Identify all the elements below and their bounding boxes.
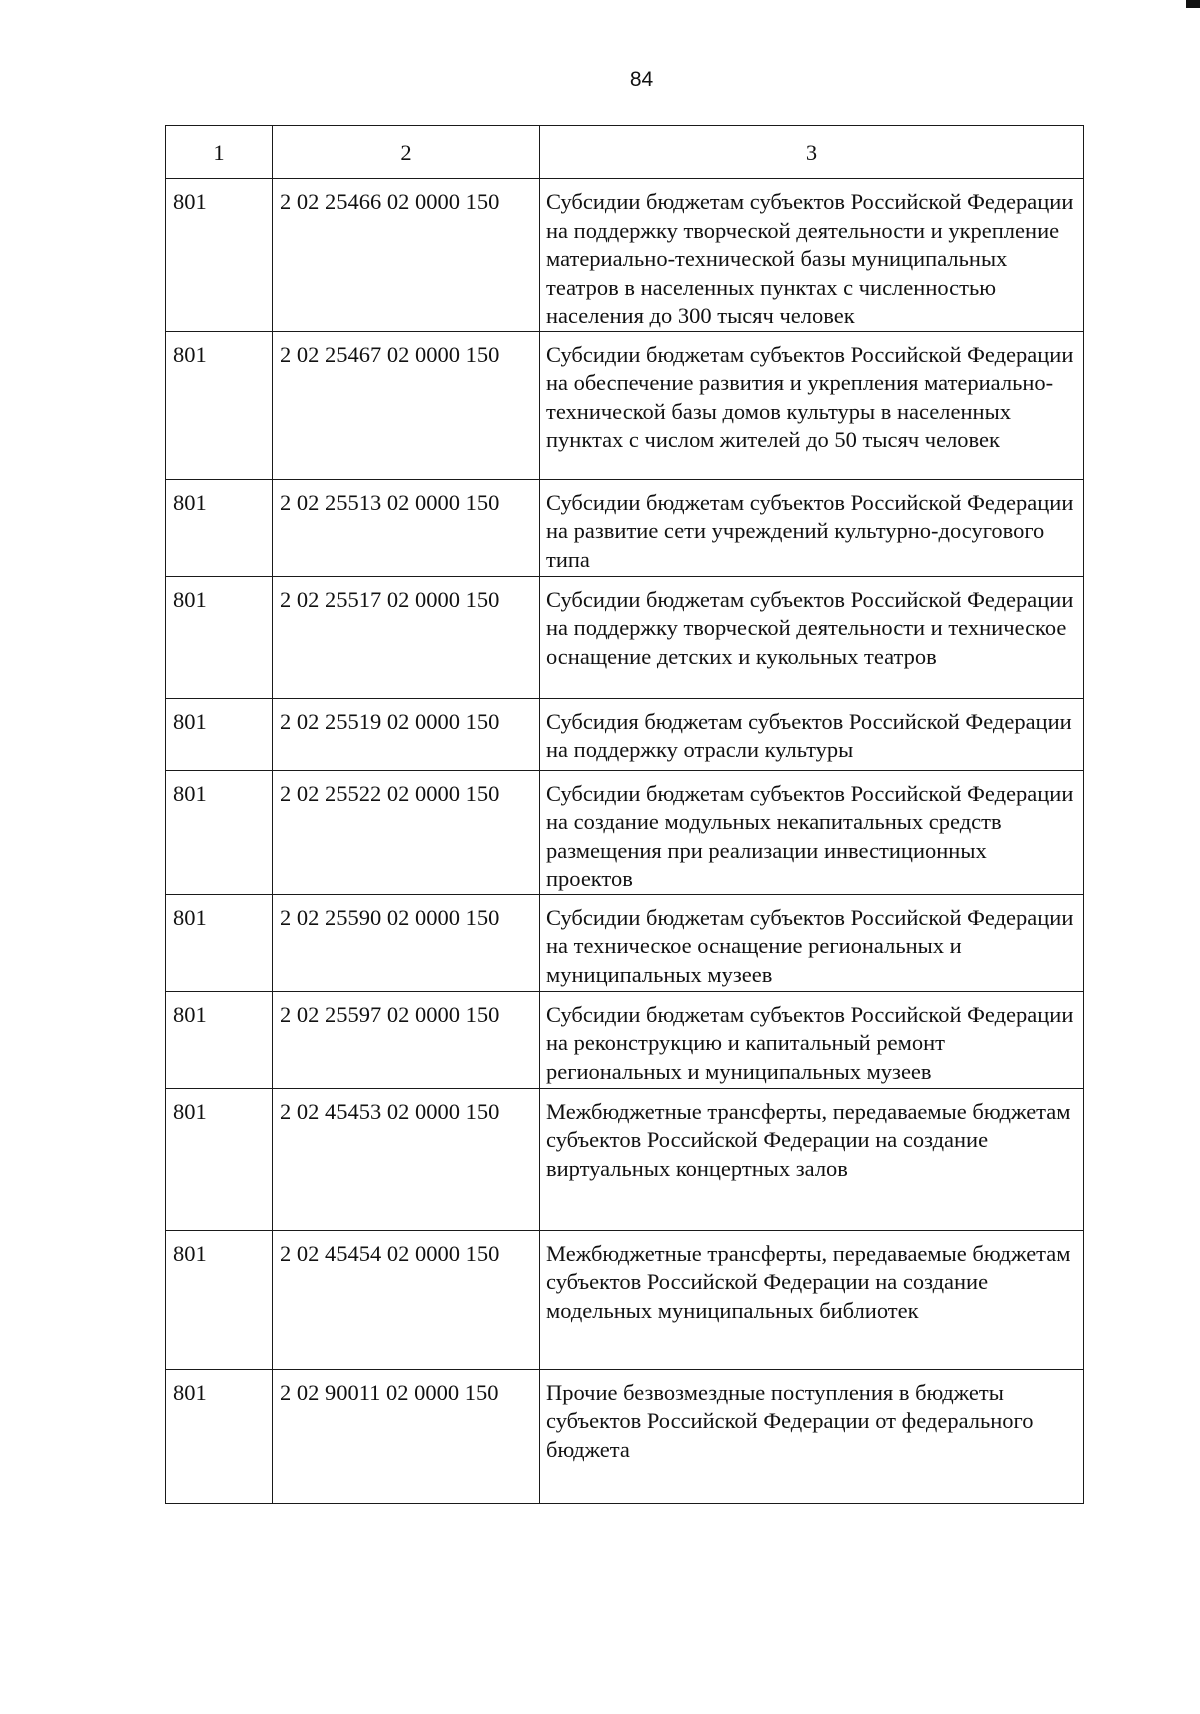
revenue-description-cell: Субсидии бюджетам субъектов Российской Федерации на поддержку творческой деятельности и техническое оснащение детских и кукольных театров <box>540 576 1084 698</box>
budget-classification-code-cell: 2 02 25590 02 0000 150 <box>273 894 540 991</box>
budget-classification-code-cell: 2 02 25519 02 0000 150 <box>273 698 540 770</box>
budget-classification-code-cell: 2 02 45453 02 0000 150 <box>273 1088 540 1230</box>
scan-corner-mark <box>1186 0 1200 8</box>
revenue-description-cell: Субсидии бюджетам субъектов Российской Федерации на обеспечение развития и укрепления материально-технической базы домов культуры в населенных пунктах с числом жителей до 50 тысяч человек <box>540 331 1084 479</box>
revenue-description-cell: Межбюджетные трансферты, передаваемые бюджетам субъектов Российской Федерации на создание модельных муниципальных библиотек <box>540 1230 1084 1369</box>
table-row <box>166 576 1084 698</box>
admin-code-cell: 801 <box>166 698 273 770</box>
admin-code-cell: 801 <box>166 1230 273 1369</box>
table-row <box>166 479 1084 576</box>
table-header-row <box>166 126 1084 179</box>
revenue-description-cell: Субсидии бюджетам субъектов Российской Федерации на техническое оснащение региональных и муниципальных музеев <box>540 894 1084 991</box>
admin-code-cell: 801 <box>166 576 273 698</box>
column-header-2: 2 <box>273 126 540 179</box>
revenue-description-cell: Прочие безвозмездные поступления в бюджеты субъектов Российской Федерации от федерального бюджета <box>540 1369 1084 1503</box>
table-row <box>166 698 1084 770</box>
budget-classification-code-cell: 2 02 25466 02 0000 150 <box>273 179 540 332</box>
admin-code-cell: 801 <box>166 991 273 1088</box>
admin-code-cell: 801 <box>166 179 273 332</box>
revenue-description-cell: Субсидии бюджетам субъектов Российской Федерации на развитие сети учреждений культурно-досугового типа <box>540 479 1084 576</box>
budget-classification-code-cell: 2 02 25517 02 0000 150 <box>273 576 540 698</box>
table-row <box>166 770 1084 894</box>
admin-code-cell: 801 <box>166 770 273 894</box>
budget-classification-code-cell: 2 02 25467 02 0000 150 <box>273 331 540 479</box>
table-row <box>166 1088 1084 1230</box>
table-row <box>166 991 1084 1088</box>
table-row <box>166 331 1084 479</box>
table-row <box>166 1369 1084 1503</box>
admin-code-cell: 801 <box>166 1369 273 1503</box>
admin-code-cell: 801 <box>166 1088 273 1230</box>
column-header-3: 3 <box>540 126 1084 179</box>
revenue-description-cell: Субсидии бюджетам субъектов Российской Федерации на поддержку творческой деятельности и укрепление материально-технической базы муниципальных театров в населенных пунктах с численностью населения до 300 тысяч человек <box>540 179 1084 332</box>
page-number: 84 <box>629 68 654 91</box>
budget-classification-code-cell: 2 02 25513 02 0000 150 <box>273 479 540 576</box>
revenue-description-cell: Межбюджетные трансферты, передаваемые бюджетам субъектов Российской Федерации на создание виртуальных концертных залов <box>540 1088 1084 1230</box>
table-row <box>166 179 1084 332</box>
admin-code-cell: 801 <box>166 479 273 576</box>
budget-codes-table <box>165 125 1084 1504</box>
admin-code-cell: 801 <box>166 894 273 991</box>
budget-classification-code-cell: 2 02 25522 02 0000 150 <box>273 770 540 894</box>
column-header-1: 1 <box>166 126 273 179</box>
revenue-description-cell: Субсидии бюджетам субъектов Российской Федерации на реконструкцию и капитальный ремонт региональных и муниципальных музеев <box>540 991 1084 1088</box>
budget-classification-code-cell: 2 02 90011 02 0000 150 <box>273 1369 540 1503</box>
budget-classification-code-cell: 2 02 25597 02 0000 150 <box>273 991 540 1088</box>
revenue-description-cell: Субсидия бюджетам субъектов Российской Федерации на поддержку отрасли культуры <box>540 698 1084 770</box>
table-row <box>166 1230 1084 1369</box>
admin-code-cell: 801 <box>166 331 273 479</box>
budget-classification-code-cell: 2 02 45454 02 0000 150 <box>273 1230 540 1369</box>
table-row <box>166 894 1084 991</box>
revenue-description-cell: Субсидии бюджетам субъектов Российской Федерации на создание модульных некапитальных средств размещения при реализации инвестиционных проектов <box>540 770 1084 894</box>
